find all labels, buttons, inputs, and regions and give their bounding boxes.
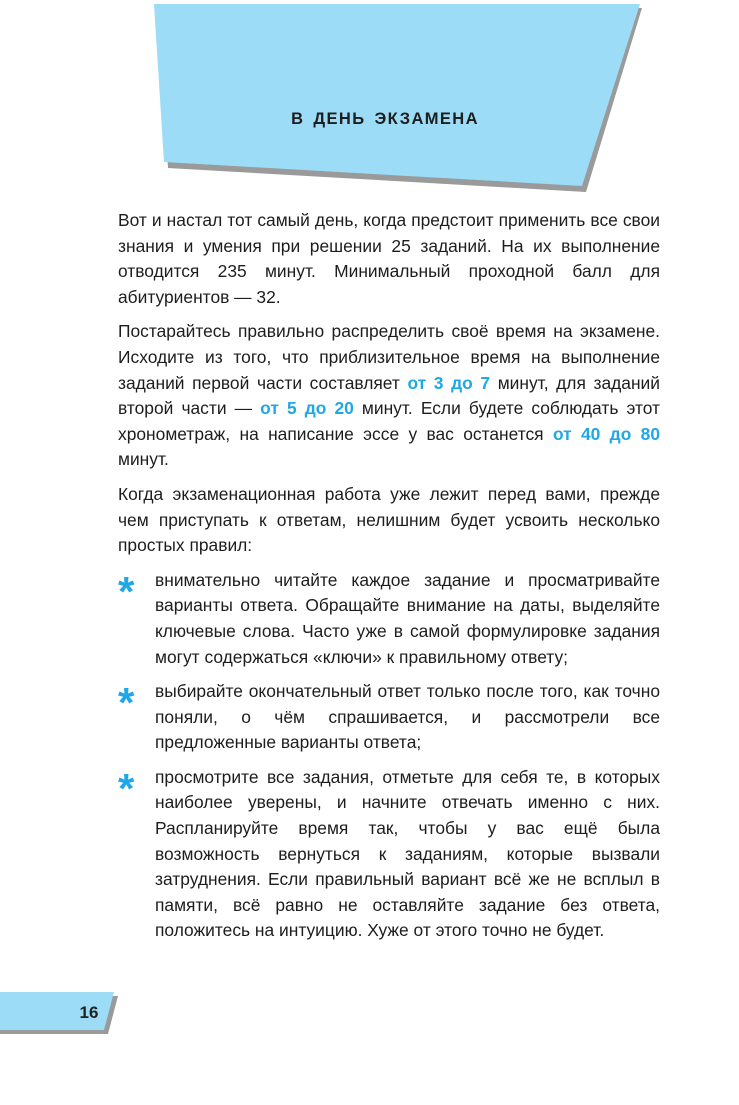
time-range-part-2: от 5 до 20 — [260, 398, 354, 419]
time-range-part-1: от 3 до 7 — [407, 372, 491, 393]
timing-paragraph — [118, 319, 660, 473]
page-heading: В ДЕНЬ ЭКЗАМЕНА — [291, 110, 479, 128]
list-item — [118, 765, 660, 944]
asterisk-icon: * — [118, 764, 135, 812]
page-number: 16 — [79, 1003, 99, 1022]
timing-text-4: минут. — [118, 449, 169, 470]
rule-text: выбирайте окончательный ответ только после того, как точно поняли, о чём спрашивается, и рассмотрели все предложенные варианты ответа; — [155, 681, 660, 753]
timing-text-2: минут, для заданий второй части — — [118, 372, 660, 419]
time-range-essay: от 40 до 80 — [552, 423, 660, 444]
asterisk-icon: * — [118, 567, 135, 615]
timing-text-3: минут. Если будете соблюдать этот хронометраж, на написание эссе у вас останется — [118, 398, 660, 444]
rules-list — [118, 568, 660, 944]
list-item — [118, 679, 660, 756]
banner-shape — [154, 4, 640, 186]
intro-paragraph: Вот и настал тот самый день, когда предстоит применить все свои знания и умения при решении 25 заданий. На их выполнение отводится 235 минут. Минимальный проходной балл для абитуриентов — 32. — [118, 210, 660, 307]
rule-text: просмотрите все задания, отметьте для себя те, в которых наиболее уверены, и начните отвечать именно с них. Распланируйте время так, чтобы у вас ещё была возможность вернуться к заданиям, которые вызвали затруднения. Если правильный вариант всё же не всплыл в памяти, всё равно не оставляйте задание без ответа, положитесь на интуицию. Хуже от этого точно не будет. — [155, 766, 660, 941]
list-item — [118, 568, 660, 670]
asterisk-icon: * — [118, 679, 135, 727]
rules-intro-paragraph: Когда экзаменационная работа уже лежит перед вами, прежде чем приступать к ответам, нелишним будет усвоить несколько простых правил: — [118, 483, 660, 556]
rule-text: внимательно читайте каждое задание и просматривайте варианты ответа. Обращайте внимание на даты, выделяйте ключевые слова. Часто уже в самой формулировке задания могут содержаться «ключи» к правильному ответу; — [155, 569, 660, 667]
header-banner — [0, 0, 739, 200]
timing-text-1: Постарайтесь правильно распределить своё время на экзамене. Исходите из того, что приблизительное время на выполнение заданий первой части составляет — [118, 321, 660, 393]
body-text — [118, 208, 660, 953]
